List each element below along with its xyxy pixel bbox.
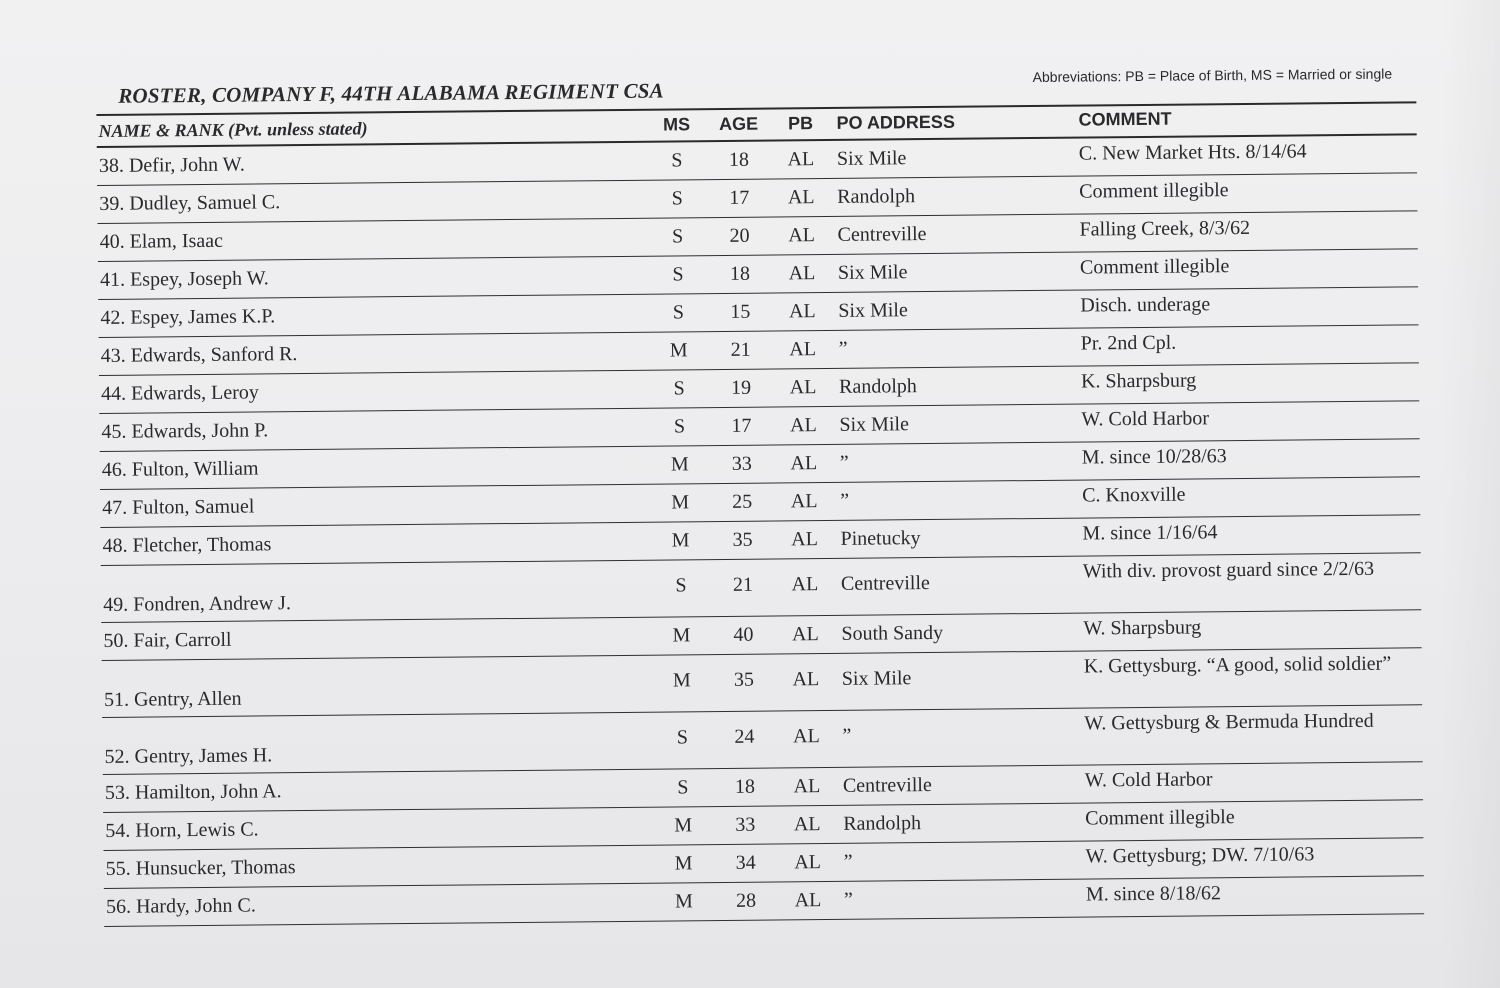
row-age: 19 <box>730 376 752 399</box>
row-name-rank: 53. Hamilton, John A. <box>104 780 282 804</box>
row-marital-status: S <box>673 415 686 438</box>
row-place-of-birth: AL <box>789 338 817 361</box>
header-ms: MS <box>662 114 691 135</box>
row-comment: W. Cold Harbor <box>1081 407 1210 431</box>
header-pb: PB <box>787 113 814 134</box>
row-marital-status: S <box>673 377 685 400</box>
row-place-of-birth: AL <box>790 490 818 513</box>
row-marital-status: M <box>674 852 693 875</box>
row-po-address: ” <box>838 337 848 360</box>
row-po-address: Six Mile <box>839 413 909 436</box>
row-comment: Disch. underage <box>1080 293 1211 317</box>
row-name-rank: 51. Gentry, Allen <box>103 687 242 711</box>
row-po-address: Centreville <box>837 223 927 246</box>
row-po-address: ” <box>842 724 852 747</box>
row-age: 33 <box>735 813 756 836</box>
row-name-rank: 44. Edwards, Leroy <box>101 381 259 405</box>
row-age: 15 <box>730 300 751 323</box>
header-comment: COMMENT <box>1078 108 1172 130</box>
row-name-rank: 48. Fletcher, Thomas <box>102 533 272 557</box>
row-age: 35 <box>732 528 753 551</box>
row-comment: Falling Creek, 8/3/62 <box>1079 216 1251 241</box>
row-comment: Comment illegible <box>1079 179 1229 203</box>
row-marital-status: S <box>671 187 683 210</box>
row-name-rank: 38. Defir, John W. <box>98 153 245 177</box>
header-age: AGE <box>718 113 759 135</box>
row-po-address: ” <box>843 888 853 911</box>
row-marital-status: M <box>672 669 691 692</box>
row-name-rank: 54. Horn, Lewis C. <box>105 818 259 842</box>
row-age: 17 <box>729 186 750 209</box>
row-marital-status: S <box>677 776 689 799</box>
row-place-of-birth: AL <box>791 623 819 646</box>
row-po-address: Six Mile <box>836 147 907 170</box>
row-comment: M. since 1/16/64 <box>1082 521 1218 545</box>
row-comment: C. Knoxville <box>1082 483 1186 507</box>
row-comment: Comment illegible <box>1085 806 1235 830</box>
row-place-of-birth: AL <box>792 668 820 691</box>
row-place-of-birth: AL <box>788 300 816 323</box>
row-marital-status: M <box>670 453 689 476</box>
row-marital-status: S <box>671 149 683 172</box>
row-place-of-birth: AL <box>788 262 816 285</box>
row-marital-status: M <box>674 890 694 913</box>
row-age: 35 <box>733 668 754 691</box>
row-age: 18 <box>728 148 749 171</box>
row-name-rank: 47. Fulton, Samuel <box>102 495 255 519</box>
row-marital-status: M <box>672 624 691 647</box>
row-age: 17 <box>731 414 752 437</box>
row-po-address: ” <box>839 451 849 474</box>
roster-sheet <box>96 57 1424 927</box>
row-po-address: Randolph <box>843 812 922 835</box>
row-comment: W. Gettysburg; DW. 7/10/63 <box>1085 843 1315 868</box>
row-marital-status: S <box>675 574 687 597</box>
row-name-rank: 56. Hardy, John C. <box>105 894 256 918</box>
row-po-address: Six Mile <box>837 261 908 284</box>
row-comment: With div. provost guard since 2/2/63 <box>1082 557 1375 583</box>
row-po-address: South Sandy <box>841 621 944 645</box>
row-age: 21 <box>732 573 754 596</box>
row-marital-status: M <box>671 529 690 552</box>
row-marital-status: M <box>669 339 688 362</box>
page-edge-shadow <box>1440 0 1500 988</box>
row-name-rank: 45. Edwards, John P. <box>101 419 269 443</box>
row-name-rank: 46. Fulton, William <box>101 457 259 481</box>
row-place-of-birth: AL <box>792 725 820 748</box>
row-po-address: Centreville <box>840 572 930 595</box>
row-name-rank: 49. Fondren, Andrew J. <box>103 592 291 616</box>
row-comment: Comment illegible <box>1079 255 1230 279</box>
row-age: 34 <box>735 851 756 874</box>
row-comment: M. since 8/18/62 <box>1085 882 1222 906</box>
row-age: 24 <box>734 725 755 748</box>
row-place-of-birth: AL <box>794 889 822 912</box>
row-po-address: ” <box>840 489 850 512</box>
row-age: 25 <box>732 490 753 513</box>
row-name-rank: 55. Hunsucker, Thomas <box>105 856 296 880</box>
row-place-of-birth: AL <box>787 148 815 171</box>
row-place-of-birth: AL <box>788 224 816 247</box>
row-age: 40 <box>733 623 754 646</box>
row-comment: C. New Market Hts. 8/14/64 <box>1078 140 1307 165</box>
roster-title: ROSTER, COMPANY F, 44TH ALABAMA REGIMENT CSA <box>118 78 664 108</box>
abbreviations-note: Abbreviations: PB = Place of Birth, MS = Married or single <box>1032 65 1393 86</box>
row-place-of-birth: AL <box>793 813 821 836</box>
row-age: 21 <box>730 338 751 361</box>
row-place-of-birth: AL <box>787 186 815 209</box>
row-name-rank: 41. Espey, Joseph W. <box>99 267 269 291</box>
row-name-rank: 42. Espey, James K.P. <box>100 305 276 329</box>
row-name-rank: 50. Fair, Carroll <box>103 628 232 652</box>
row-age: 18 <box>729 262 751 285</box>
row-age: 33 <box>731 452 752 475</box>
row-comment: M. since 10/28/63 <box>1081 445 1227 469</box>
row-po-address: ” <box>843 850 853 873</box>
row-name-rank: 52. Gentry, James H. <box>104 744 273 768</box>
row-comment: K. Gettysburg. “A good, solid soldier” <box>1083 652 1392 678</box>
row-age: 28 <box>735 889 757 912</box>
row-comment: K. Sharpsburg <box>1080 369 1197 393</box>
row-place-of-birth: AL <box>794 851 822 874</box>
row-po-address: Centreville <box>842 774 932 797</box>
row-place-of-birth: AL <box>789 414 817 437</box>
row-po-address: Six Mile <box>841 667 912 690</box>
row-marital-status: S <box>671 225 684 248</box>
roster-table-body <box>97 135 1424 927</box>
row-comment: Pr. 2nd Cpl. <box>1080 331 1177 355</box>
row-po-address: Pinetucky <box>840 527 921 550</box>
header-po-address: PO ADDRESS <box>836 111 955 133</box>
header-name: NAME & RANK (Pvt. unless stated) <box>98 118 368 141</box>
row-age: 18 <box>734 775 756 798</box>
row-place-of-birth: AL <box>789 376 817 399</box>
row-comment: W. Cold Harbor <box>1084 768 1213 792</box>
row-place-of-birth: AL <box>790 452 818 475</box>
row-marital-status: M <box>674 814 693 837</box>
row-place-of-birth: AL <box>791 573 819 596</box>
row-po-address: Randolph <box>837 185 916 208</box>
row-name-rank: 39. Dudley, Samuel C. <box>99 191 281 215</box>
row-name-rank: 43. Edwards, Sanford R. <box>100 343 298 367</box>
row-name-rank: 40. Elam, Isaac <box>99 229 224 253</box>
row-marital-status: M <box>671 491 690 514</box>
row-marital-status: S <box>676 726 689 749</box>
row-comment: W. Sharpsburg <box>1083 616 1202 640</box>
row-po-address: Six Mile <box>838 299 908 322</box>
row-marital-status: S <box>672 301 685 324</box>
row-place-of-birth: AL <box>793 775 821 798</box>
row-comment: W. Gettysburg & Bermuda Hundred <box>1084 709 1374 735</box>
row-po-address: Randolph <box>838 375 917 398</box>
row-marital-status: S <box>672 263 684 286</box>
row-place-of-birth: AL <box>791 528 818 551</box>
row-age: 20 <box>729 224 750 247</box>
